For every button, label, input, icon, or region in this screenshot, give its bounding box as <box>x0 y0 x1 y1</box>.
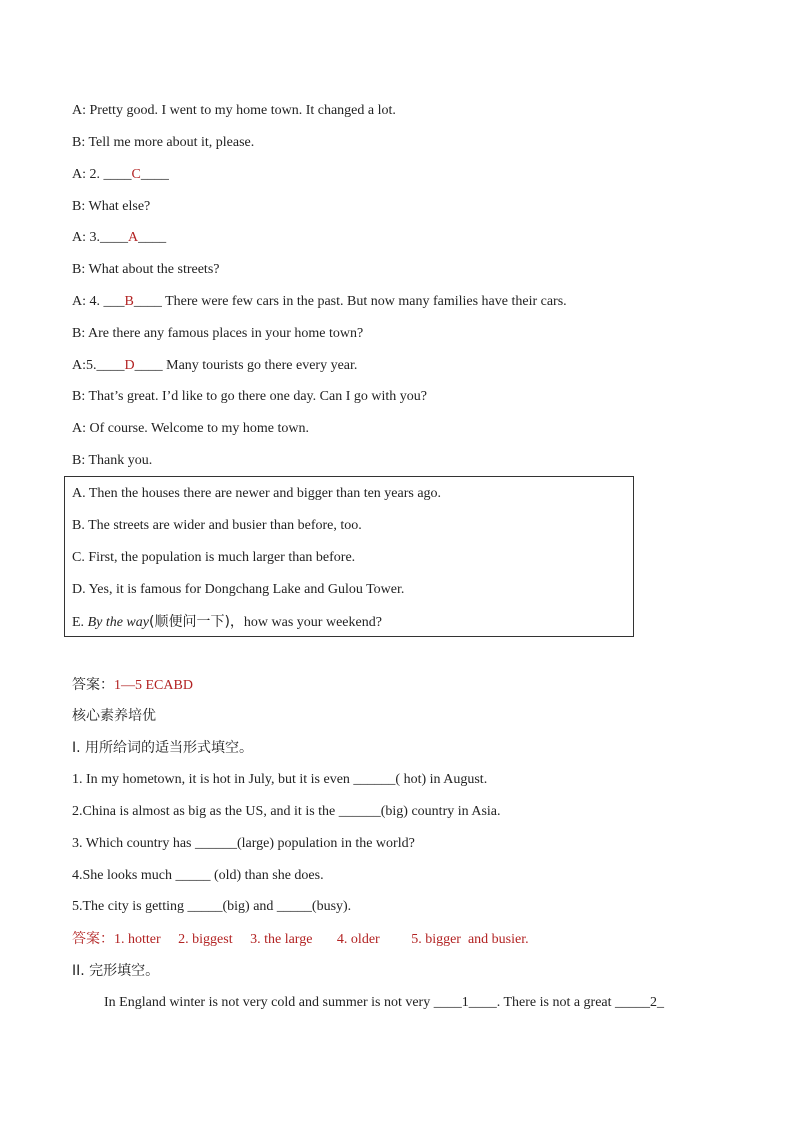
option-a: A. Then the houses there are newer and bigger than ten years ago. <box>72 486 442 501</box>
options-box <box>64 476 634 637</box>
part1-question-3: 3. Which country has ______(large) population in the world? <box>72 836 415 851</box>
option-e-italic: By the way <box>87 615 149 630</box>
line-prefix: A: 2. ____ <box>72 167 132 182</box>
part2-text-start: In England winter is not very cold and summer is not very <box>104 995 434 1010</box>
part2-paragraph <box>104 994 664 1012</box>
answer-label: 答案： <box>72 677 114 693</box>
answer-letter: A <box>128 230 139 245</box>
line-suffix: ____ Many tourists go there every year. <box>134 358 358 373</box>
part1-question-5: 5.The city is getting _____(big) and _____(busy). <box>72 899 352 914</box>
dialogue-line-4: B: What else? <box>72 199 151 214</box>
line-suffix: ____ <box>140 167 169 182</box>
line-suffix: ____ <box>138 230 167 245</box>
dialogue-line-1: A: Pretty good. I went to my home town. It changed a lot. <box>72 103 396 118</box>
option-c: C. First, the population is much larger than before. <box>72 550 356 565</box>
option-e-chinese: (顺便问一下)， <box>148 614 244 630</box>
dialogue-line-6: B: What about the streets? <box>72 262 220 277</box>
part2-text-mid: . There is not a great <box>496 995 616 1010</box>
part1-question-2: 2.China is almost as big as the US, and it is the ______(big) country in Asia. <box>72 804 501 819</box>
part1-question-4: 4.She looks much _____ (old) than she does. <box>72 868 324 883</box>
dialogue-line-3 <box>72 166 169 184</box>
line-prefix: A: 4. ___ <box>72 294 125 309</box>
dialogue-line-7 <box>72 293 567 311</box>
dialogue-line-5 <box>72 229 166 247</box>
part1-heading: I. 用所给词的适当形式填空。 <box>72 740 254 756</box>
dialogue-line-2: B: Tell me more about it, please. <box>72 135 255 150</box>
part2-heading: II. 完形填空。 <box>72 963 160 979</box>
option-e-prefix: E. <box>72 615 88 630</box>
blank-1: ____1____ <box>433 995 497 1010</box>
dialogue-line-9 <box>72 357 357 375</box>
answer-letter: C <box>131 167 141 182</box>
part1-answers <box>72 930 529 949</box>
answer-line-1 <box>72 676 193 695</box>
option-e <box>72 613 382 632</box>
dialogue-line-12: B: Thank you. <box>72 453 153 468</box>
line-prefix: A:5.____ <box>72 358 125 373</box>
line-prefix: A: 3.____ <box>72 230 128 245</box>
option-b: B. The streets are wider and busier than before, too. <box>72 518 362 533</box>
dialogue-line-11: A: Of course. Welcome to my home town. <box>72 421 309 436</box>
line-suffix: ____ There were few cars in the past. But now many families have their cars. <box>133 294 567 309</box>
dialogue-line-8: B: Are there any famous places in your home town? <box>72 326 364 341</box>
blank-2: _____2_ <box>615 995 665 1010</box>
part1-answer-text: 1. hotter 2. biggest 3. the large 4. older 5. bigger and busier. <box>114 932 529 947</box>
answer-range: 1—5 ECABD <box>114 678 193 693</box>
answer-letter: B <box>124 294 134 309</box>
answer-letter: D <box>124 358 135 373</box>
option-e-text: how was your weekend? <box>243 615 382 630</box>
dialogue-line-10: B: That’s great. I’d like to go there one day. Can I go with you? <box>72 389 427 404</box>
part1-answer-label: 答案： <box>72 931 114 947</box>
option-d: D. Yes, it is famous for Dongchang Lake and Gulou Tower. <box>72 582 405 597</box>
section-title: 核心素养培优 <box>72 708 156 724</box>
part1-question-1: 1. In my hometown, it is hot in July, but it is even ______( hot) in August. <box>72 772 488 787</box>
